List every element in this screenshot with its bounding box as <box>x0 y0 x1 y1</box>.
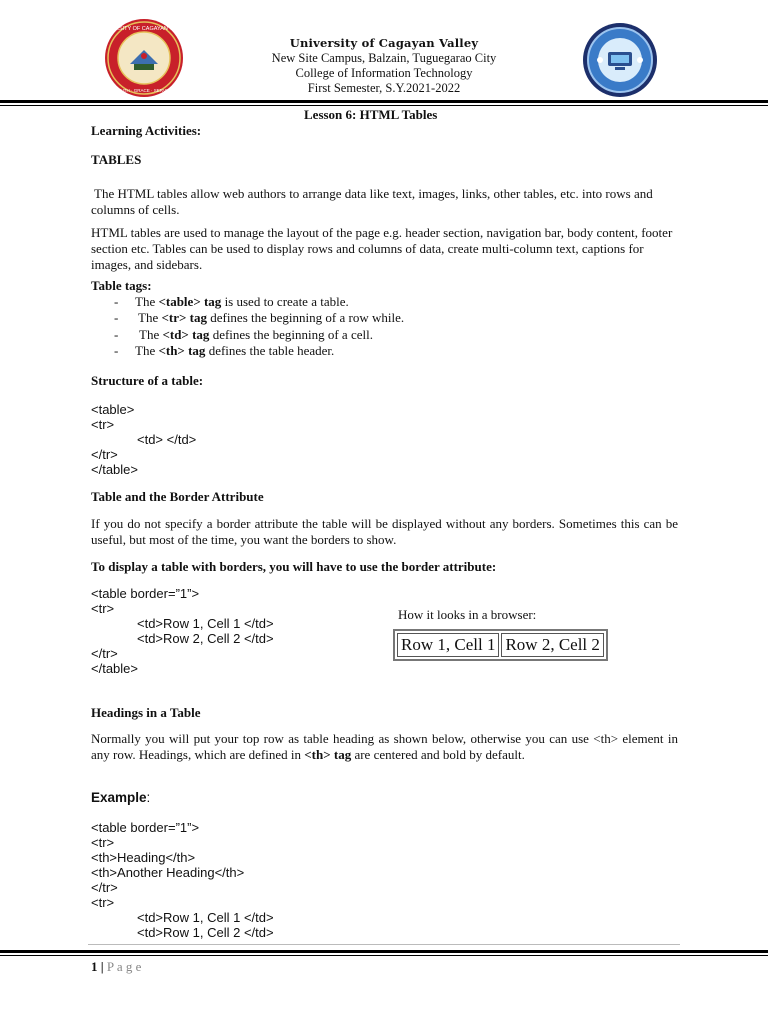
footer-rule-thin-top <box>88 944 680 945</box>
code-line: <th>Another Heading</th> <box>91 865 245 880</box>
university-seal-icon <box>98 18 190 98</box>
tables-heading: TABLES <box>91 152 142 167</box>
code-line: </table> <box>91 661 138 676</box>
table-tags-heading: Table tags: <box>91 278 152 293</box>
seal-text: UNIVERSITY OF CAGAYAN VALLEY <box>98 26 190 32</box>
tag-item-tr: The <tr> tag defines the beginning of a row while. <box>138 310 405 325</box>
college-name: College of Information Technology <box>295 66 473 80</box>
structure-code <box>91 402 196 477</box>
bullet-dash: - <box>114 294 119 309</box>
bullet-dash: - <box>114 310 119 325</box>
code-line: <table border=”1”> <box>91 586 200 601</box>
left-seal <box>98 18 190 98</box>
example-code <box>91 820 274 940</box>
code-line: <tr> <box>91 895 115 910</box>
code-line: <th>Heading</th> <box>91 850 196 865</box>
example-heading: Example: <box>91 790 151 805</box>
border-heading: Table and the Border Attribute <box>91 489 264 504</box>
university-name: University of Cagayan Valley <box>289 36 479 50</box>
right-seal <box>582 22 658 98</box>
preview-cell: Row 2, Cell 2 <box>501 633 603 657</box>
header-rule-thick <box>0 100 768 103</box>
code-line: <td>Row 2, Cell 2 </td> <box>137 631 274 646</box>
headings-heading: Headings in a Table <box>91 705 201 720</box>
semester: First Semester, S.Y.2021-2022 <box>307 81 461 95</box>
border-code <box>91 586 274 676</box>
border-paragraph: If you do not specify a border attribute the table will be displayed without any borders. Sometimes this can be useful, but most of the time, you want the borders to show. <box>91 516 678 547</box>
tag-item-th: The <th> tag defines the table header. <box>135 343 335 358</box>
browser-preview-table <box>393 629 608 661</box>
page-number: 1 <box>91 959 98 974</box>
code-line: <tr> <box>91 601 115 616</box>
headings-paragraph: Normally you will put your top row as table heading as shown below, otherwise you can use <th> element in any row. Headings, which are defined in <th> tag are centered and bold by default. <box>91 731 678 762</box>
code-line: </tr> <box>91 646 118 661</box>
page-footer <box>91 959 141 975</box>
code-line: </tr> <box>91 447 118 462</box>
layout-paragraph: HTML tables are used to manage the layout of the page e.g. header section, navigation bar, body content, footer section etc. Tables can be used to display rows and columns of data, create multi-column text, captions for images, and sidebars. <box>91 225 673 272</box>
learning-activities: Learning Activities: <box>91 123 202 138</box>
preview-cell: Row 1, Cell 1 <box>397 633 499 657</box>
seal-subtext: TRUTH · GRACE · SERVICE <box>114 88 174 93</box>
lesson-title: Lesson 6: HTML Tables <box>304 107 438 122</box>
bullet-dash: - <box>114 343 119 358</box>
border-instruction: To display a table with borders, you will have to use the border attribute: <box>91 559 497 574</box>
header-rule-thin <box>0 105 768 106</box>
intro-paragraph: The HTML tables allow web authors to arrange data like text, images, links, other tables, etc. into rows and columns of cells. <box>91 186 653 217</box>
code-line: <table> <box>91 402 135 417</box>
structure-heading: Structure of a table: <box>91 373 204 388</box>
tag-item-table: The <table> tag is used to create a table. <box>135 294 349 309</box>
code-line: </table> <box>91 462 138 477</box>
code-line: <td>Row 1, Cell 2 </td> <box>137 925 274 940</box>
browser-caption: How it looks in a browser: <box>398 607 537 622</box>
code-line: <td>Row 1, Cell 1 </td> <box>137 910 274 925</box>
cit-seal-icon <box>582 22 658 98</box>
code-line: <tr> <box>91 417 115 432</box>
code-line: </tr> <box>91 880 118 895</box>
code-line: <td>Row 1, Cell 1 </td> <box>137 616 274 631</box>
bullet-dash: - <box>114 327 119 342</box>
page-label: P a g e <box>106 959 142 974</box>
svg-text:UNIVERSITY OF CAGAYAN VALLEY <box>98 26 190 32</box>
campus-address: New Site Campus, Balzain, Tuguegarao City <box>271 51 497 65</box>
code-line: <tr> <box>91 835 115 850</box>
footer-rule-thin <box>0 955 768 956</box>
code-line: <td> </td> <box>137 432 197 447</box>
code-line: <table border=”1”> <box>91 820 200 835</box>
svg-text:TRUTH · GRACE · SERVICE <box>115 88 174 93</box>
page-separator: | <box>100 959 104 974</box>
tag-item-td: The <td> tag defines the beginning of a cell. <box>139 327 373 342</box>
footer-rule-thick <box>0 950 768 953</box>
